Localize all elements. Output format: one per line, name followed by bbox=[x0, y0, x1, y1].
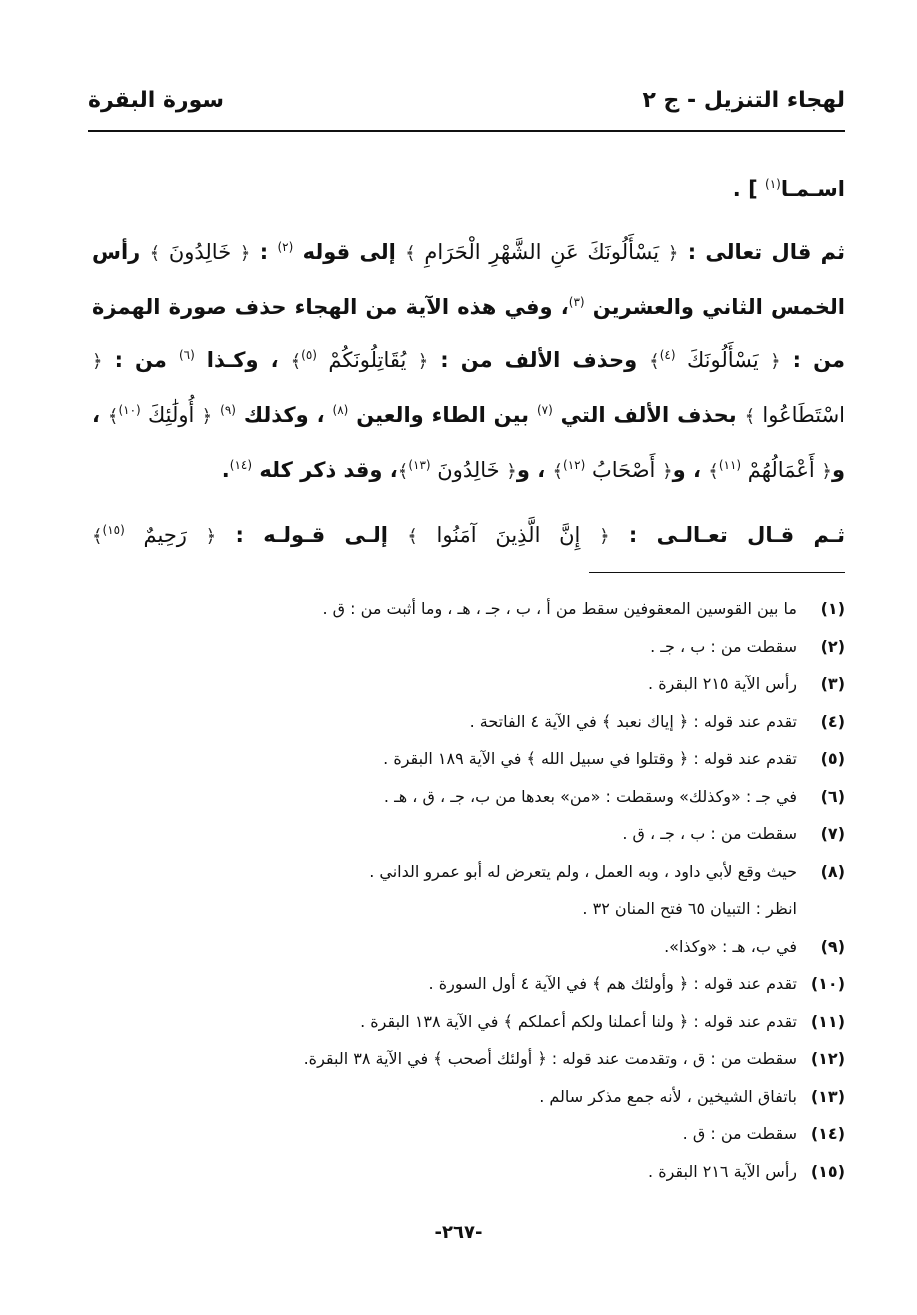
footnote-item bbox=[90, 1078, 845, 1116]
quran-bracket-open: ﴿ bbox=[821, 461, 832, 482]
quran-bracket-close: ﴾ bbox=[407, 526, 418, 547]
paragraph-next bbox=[92, 506, 845, 561]
footnote-number: (٥) bbox=[820, 749, 845, 768]
footnote-text: تقدم عند قوله : ﴿ وقتلوا في سبيل الله ﴾ في الآية ١٨٩ البقرة . bbox=[383, 749, 797, 768]
quran-bracket-open: ﴿ bbox=[667, 243, 679, 264]
quran-quote: إِنَّ الَّذِينَ آمَنُوا bbox=[417, 523, 600, 547]
footnote-ref: (٣) bbox=[568, 295, 585, 309]
footnote-ref: (٥) bbox=[301, 348, 317, 362]
footnote-number: (٧) bbox=[820, 824, 845, 843]
footnote-ref: (١٥) bbox=[102, 523, 125, 537]
footnote-text: تقدم عند قوله : ﴿ وأولئك هم ﴾ في الآية ٤ أول السورة . bbox=[428, 974, 797, 993]
quran-quote: أَعْمَالُهُمْ bbox=[741, 458, 822, 482]
footnote-ref: (١) bbox=[765, 177, 781, 191]
footnote-item bbox=[90, 703, 845, 741]
quran-quote: اسْتَطَاعُوا bbox=[755, 403, 846, 427]
quran-bracket-close: ﴾ bbox=[744, 406, 756, 427]
footnote-item bbox=[90, 1040, 845, 1078]
footnote-ref: (١١) bbox=[718, 458, 742, 472]
footnote-ref: (٩) bbox=[220, 403, 236, 417]
header-rule bbox=[88, 130, 845, 132]
footnote-number: (١٢) bbox=[810, 1049, 845, 1068]
footnote-text: في جـ : «وكذلك» وسقطت : «من» بعدها من ب، جـ ، ق ، هـ . bbox=[383, 786, 797, 806]
text-run: ، و bbox=[672, 458, 709, 482]
surah-name: سورة البقرة bbox=[88, 88, 225, 113]
text-run: إلـى قـولـه : bbox=[216, 523, 388, 547]
footnote-number: (١٤) bbox=[810, 1124, 845, 1143]
footnote-text: رأس الآية ٢١٦ البقرة . bbox=[648, 1161, 797, 1181]
quran-bracket-open: ﴿ bbox=[201, 406, 213, 427]
book-title: لهجاء التنزيل - ج ٢ bbox=[642, 88, 845, 113]
quran-bracket-close: ﴾ bbox=[149, 243, 161, 264]
quran-bracket-close: ﴾ bbox=[552, 461, 564, 482]
text-run: من : bbox=[102, 348, 179, 372]
footnote-text: سقطت من : ب ، جـ ، ق . bbox=[622, 824, 797, 843]
text-run bbox=[212, 403, 220, 427]
footnote-item bbox=[90, 1003, 845, 1041]
footnote-text: في ب، هـ : «وكذا». bbox=[664, 936, 797, 956]
running-head bbox=[88, 88, 845, 122]
footnote-item bbox=[90, 628, 845, 666]
footnote-item bbox=[90, 965, 845, 1003]
quran-bracket-close: ﴾ bbox=[649, 351, 660, 372]
quran-bracket-open: ﴿ bbox=[92, 351, 103, 372]
text-run: ثـم قـال تعـالـى : bbox=[609, 523, 845, 547]
footnote-text: باتفاق الشيخين ، لأنه جمع مذكر سالم . bbox=[539, 1086, 797, 1106]
text-run: ثم قال تعالى : bbox=[678, 240, 846, 264]
footnote-item bbox=[90, 665, 845, 703]
page-number: -٢٦٧- bbox=[434, 1222, 483, 1243]
quran-bracket-open: ﴿ bbox=[599, 526, 610, 547]
text-run: بين الطاء والعين bbox=[348, 403, 537, 427]
quran-bracket-open: ﴿ bbox=[417, 351, 429, 372]
footnote-item bbox=[90, 590, 845, 628]
quran-quote: رَحِيمٌ bbox=[124, 523, 206, 547]
footnote-ref: (٨) bbox=[332, 403, 349, 417]
footnote-text: تقدم عند قوله : ﴿ إياك نعبد ﴾ في الآية ٤ الفاتحة . bbox=[469, 711, 797, 731]
quran-quote: أَصْحَابُ bbox=[585, 458, 663, 482]
footnote-text: ما بين القوسين المعقوفين سقط من أ ، ب ، جـ ، هـ ، وما أثبت من : ق . bbox=[322, 599, 797, 618]
footnote-number: (٢) bbox=[820, 636, 845, 656]
footnote-separator bbox=[589, 572, 845, 573]
text-run: ، وكذلك bbox=[235, 403, 333, 427]
footnote-ref: (١٠) bbox=[118, 403, 141, 417]
quran-quote: يَسْأَلُونَكَ عَنِ الشَّهْرِ الْحَرَامِ bbox=[415, 240, 668, 264]
footnote-number: (٨) bbox=[820, 861, 845, 881]
footnote-item bbox=[90, 740, 845, 778]
footnote-text: سقطت من : ق . bbox=[682, 1124, 797, 1143]
footnote-text: تقدم عند قوله : ﴿ ولنا أعملنا ولكم أعملكم ﴾ في الآية ١٣٨ البقرة . bbox=[360, 1011, 797, 1031]
quran-quote: أُولَٰئِكَ bbox=[140, 403, 202, 427]
text-run: ] . bbox=[732, 177, 765, 201]
footnote-number: (١٥) bbox=[810, 1161, 845, 1181]
quran-bracket-open: ﴿ bbox=[770, 351, 781, 372]
footnote-text: سقطت من : ب ، جـ . bbox=[650, 636, 797, 656]
quran-quote: خَالِدُونَ bbox=[430, 458, 507, 482]
text-run: رأس الخمس الثاني والعشرين bbox=[92, 240, 845, 319]
footnote-text: سقطت من : ق ، وتقدمت عند قوله : ﴿ أولئك أصحب ﴾ في الآية ٣٨ البقرة. bbox=[303, 1049, 797, 1068]
text-run: ، وقد ذكر كله bbox=[252, 458, 398, 482]
quran-bracket-open: ﴿ bbox=[205, 526, 217, 547]
quran-bracket-open: ﴿ bbox=[239, 243, 251, 264]
text-run: وحذف الألف من : bbox=[428, 348, 638, 372]
footnote-ref: (١٣) bbox=[408, 458, 431, 472]
footnote-ref: (١٢) bbox=[563, 458, 586, 472]
text-run: ، وفي هذه الآية من الهجاء حذف صورة الهمزة من : bbox=[92, 295, 846, 372]
text-run: ، و bbox=[516, 458, 553, 482]
text-run: : bbox=[250, 240, 278, 264]
quran-bracket-close: ﴾ bbox=[708, 461, 719, 482]
footnote-ref: (٤) bbox=[659, 348, 676, 362]
quran-bracket-close: ﴾ bbox=[405, 243, 416, 264]
quran-bracket-close: ﴾ bbox=[107, 406, 119, 427]
quran-quote: يَسْأَلُونَكَ bbox=[675, 348, 771, 372]
footnote-number: (٣) bbox=[820, 674, 845, 693]
footnotes-list bbox=[90, 590, 845, 1190]
footnote-ref: (٢) bbox=[277, 240, 294, 254]
quran-quote: خَالِدُونَ bbox=[160, 240, 240, 264]
footnote-item bbox=[90, 1115, 845, 1153]
main-text bbox=[92, 160, 845, 561]
quran-bracket-close: ﴾ bbox=[290, 351, 302, 372]
quran-bracket-close: ﴾ bbox=[92, 526, 103, 547]
text-run: بحذف الألف التي bbox=[552, 403, 737, 427]
quran-bracket-close: ﴾ bbox=[397, 461, 409, 482]
footnote-item bbox=[90, 1153, 845, 1191]
footnote-number: (١١) bbox=[810, 1011, 845, 1031]
footnote-number: (١٣) bbox=[810, 1086, 845, 1106]
text-run: ، وكـذا bbox=[194, 348, 279, 372]
text-run: اسـمـا bbox=[780, 177, 845, 201]
footnote-item bbox=[90, 853, 845, 928]
footnote-number: (٦) bbox=[820, 786, 845, 806]
text-run: إلى قوله bbox=[293, 240, 396, 264]
paragraph-continuation bbox=[92, 160, 845, 213]
footnote-item bbox=[90, 778, 845, 816]
quran-bracket-open: ﴿ bbox=[662, 461, 673, 482]
quran-bracket-open: ﴿ bbox=[506, 461, 517, 482]
footnote-number: (١٠) bbox=[810, 974, 845, 993]
paragraph-main bbox=[92, 223, 845, 496]
footnote-item bbox=[90, 928, 845, 966]
footnote-ref: (٧) bbox=[536, 403, 553, 417]
footnote-ref: (٦) bbox=[178, 348, 195, 362]
footnote-text: حيث وقع لأبي داود ، وبه العمل ، ولم يتعرض له أبو عمرو الداني . bbox=[369, 861, 797, 881]
text-run: . bbox=[221, 458, 230, 482]
footnote-number: (٤) bbox=[820, 711, 845, 731]
footnote-item bbox=[90, 815, 845, 853]
footnote-ref: (١٤) bbox=[229, 458, 253, 472]
text-run: ، و bbox=[92, 403, 845, 482]
footnote-number: (١) bbox=[820, 599, 845, 618]
footnote-number: (٩) bbox=[820, 936, 845, 956]
footnote-text: رأس الآية ٢١٥ البقرة . bbox=[648, 674, 797, 693]
footnote-continuation: انظر : التبيان ٦٥ فتح المنان ٣٢ . bbox=[582, 899, 797, 918]
quran-quote: يُقَاتِلُونَكُمْ bbox=[316, 348, 418, 372]
